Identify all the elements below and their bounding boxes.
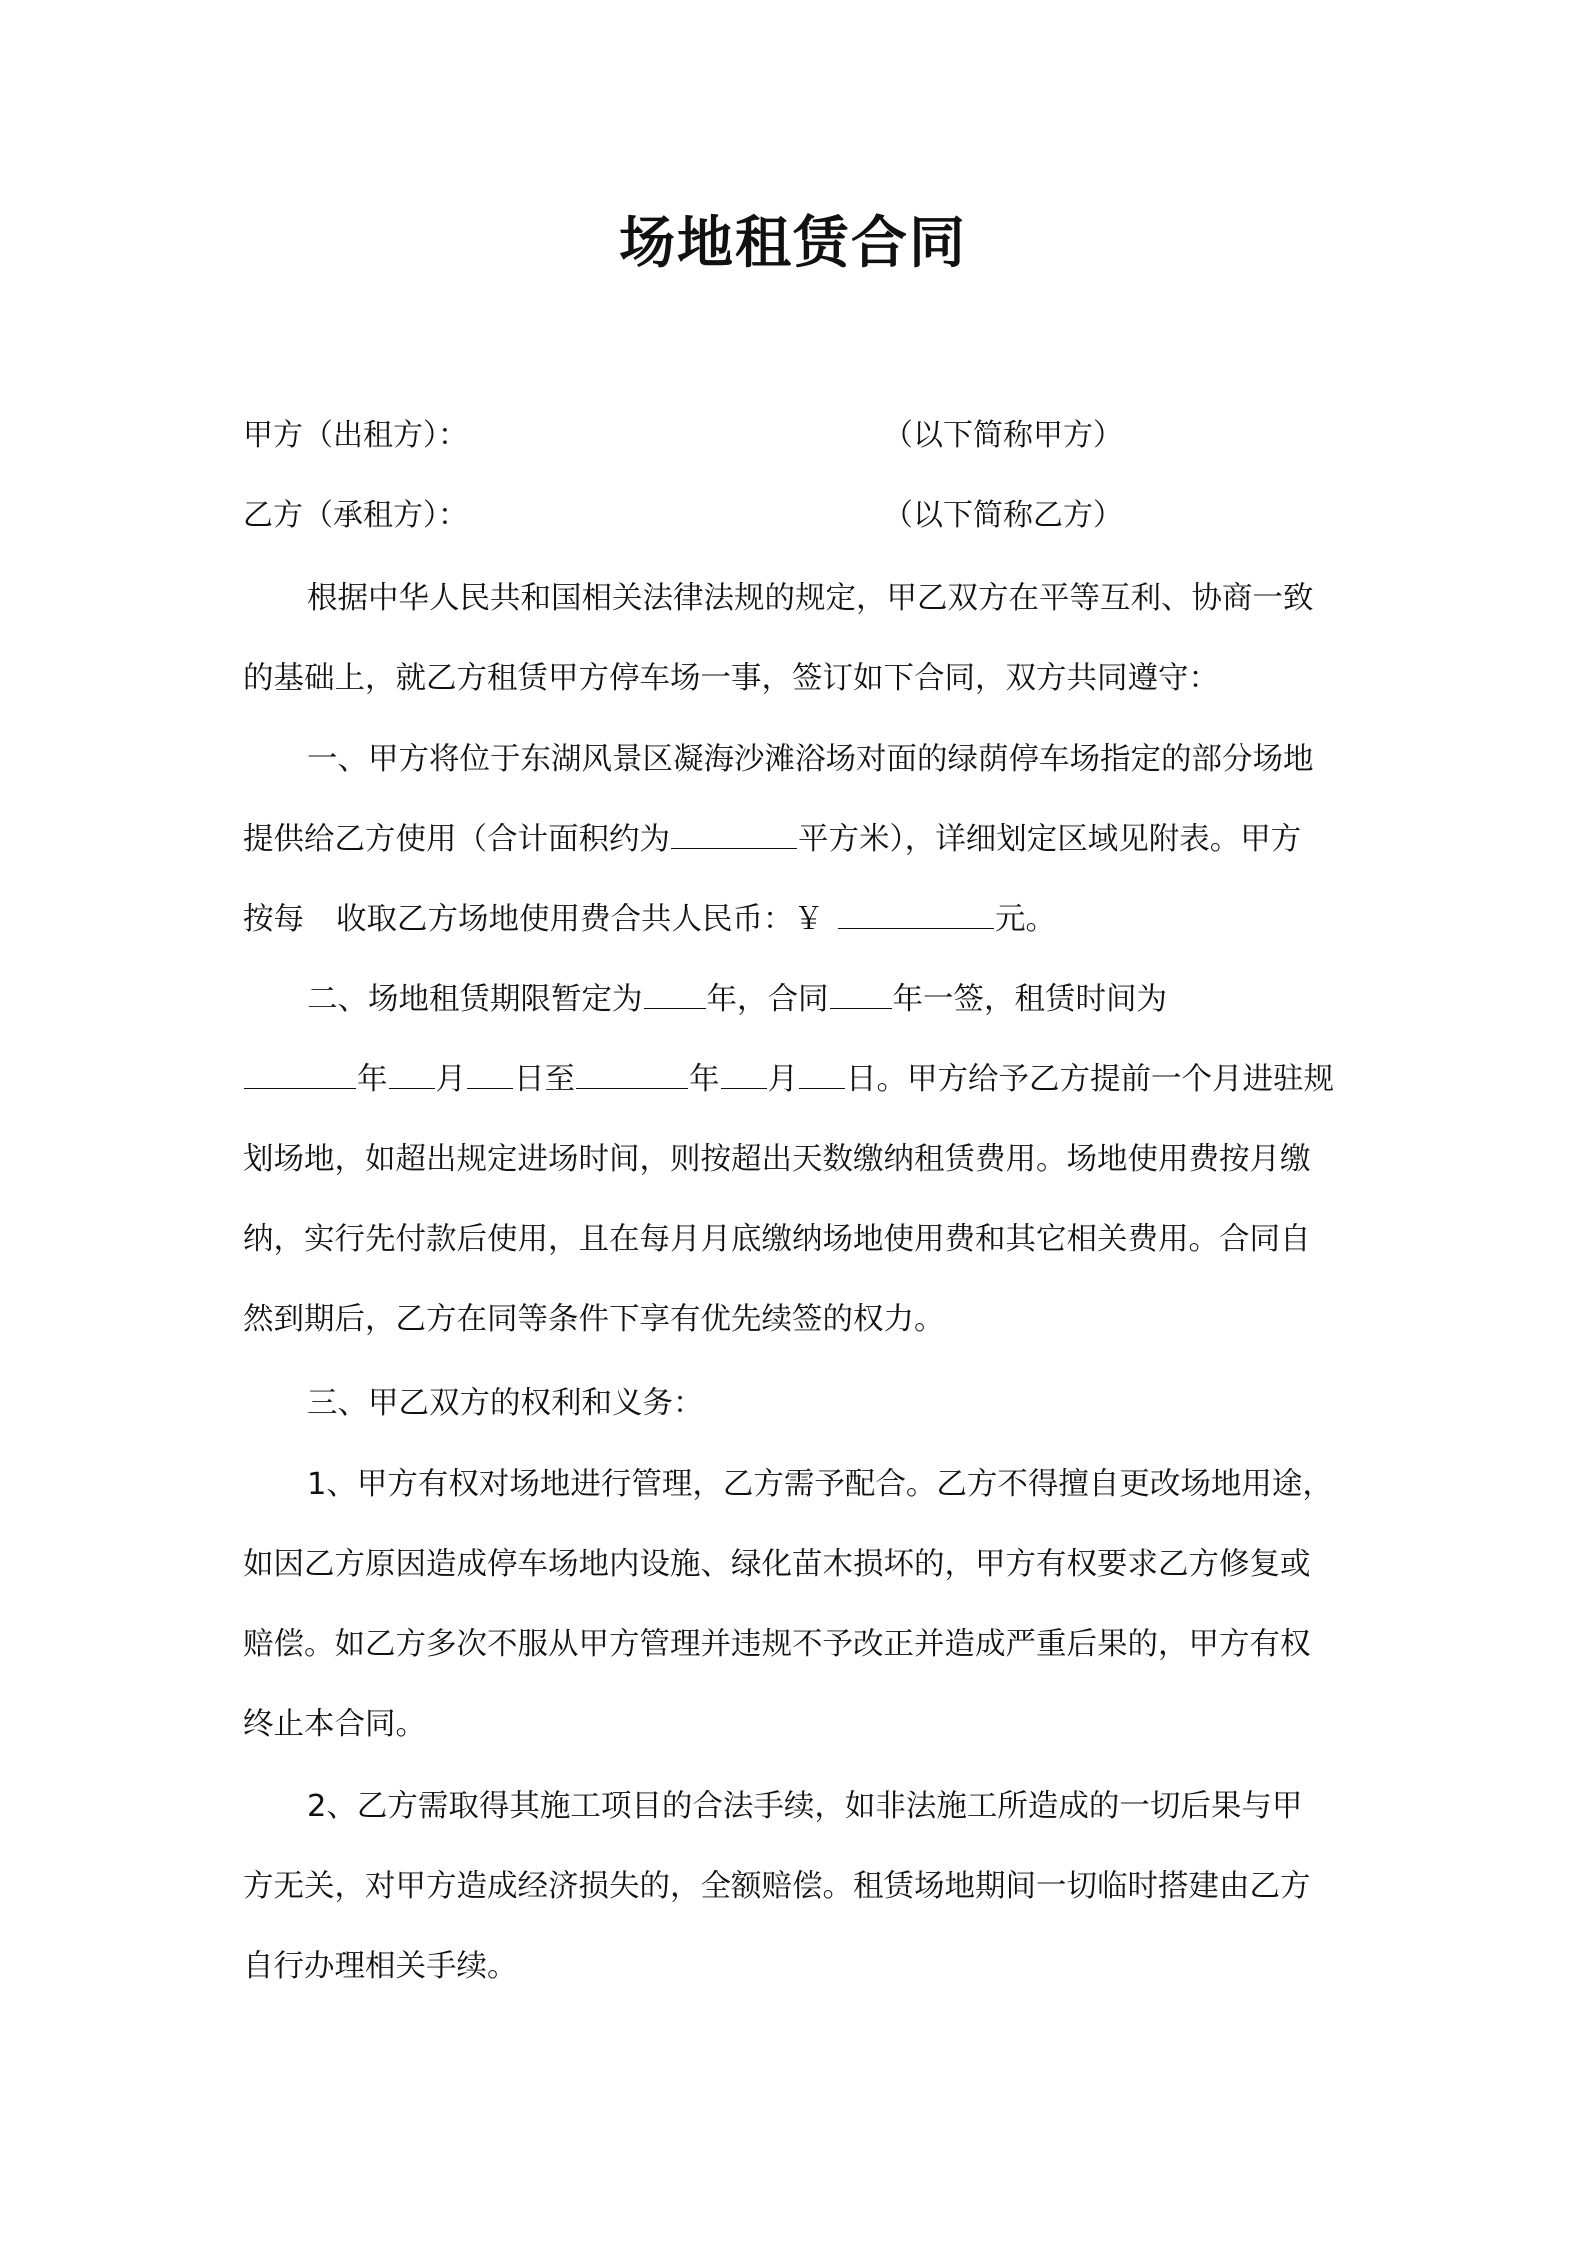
intro-paragraph bbox=[243, 559, 1353, 719]
clause-1-text: 提供给乙方使用（合计面积约为 bbox=[243, 822, 670, 857]
end-year-blank[interactable] bbox=[576, 1058, 688, 1089]
clause-2-term-line bbox=[243, 960, 1353, 1040]
clause-1-text: 平方米），详细划定区域见附表。甲方 bbox=[798, 822, 1302, 857]
item-1-line: 赔偿。如乙方多次不服从甲方管理并违规不予改正并造成严重后果的，甲方有权 bbox=[243, 1627, 1311, 1662]
clause-1-text: 元。 bbox=[995, 902, 1056, 937]
clause-2-text: 二、场地租赁期限暂定为 bbox=[307, 982, 643, 1017]
clause-2-text: 年，合同 bbox=[706, 982, 829, 1017]
renewal-years-blank[interactable] bbox=[830, 978, 892, 1009]
clause-2-date-line bbox=[243, 1040, 1353, 1120]
start-day-blank[interactable] bbox=[467, 1058, 513, 1089]
clause-2-text: 年一签，租赁时间为 bbox=[892, 982, 1167, 1017]
clause-1-line: 一、甲方将位于东湖风景区凝海沙滩浴场对面的绿荫停车场指定的部分场地 bbox=[307, 742, 1314, 777]
start-year-blank[interactable] bbox=[244, 1058, 356, 1089]
date-year-label: 年 bbox=[689, 1062, 720, 1097]
intro-line: 根据中华人民共和国相关法律法规的规定，甲乙双方在平等互利、协商一致 bbox=[307, 581, 1314, 616]
clause-2-line: 划场地，如超出规定进场时间，则按超出天数缴纳租赁费用。场地使用费按月缴 bbox=[243, 1142, 1311, 1177]
clause-1-fee-line bbox=[243, 880, 1353, 960]
clause-2-line: 然到期后，乙方在同等条件下享有优先续签的权力。 bbox=[243, 1302, 945, 1337]
date-day-to-label: 日至 bbox=[514, 1062, 575, 1097]
clause-2-line: 纳，实行先付款后使用，且在每月月底缴纳场地使用费和其它相关费用。合同自 bbox=[243, 1222, 1311, 1257]
item-1-line: 1、甲方有权对场地进行管理，乙方需予配合。乙方不得擅自更改场地用途， bbox=[307, 1467, 1333, 1502]
item-1-line: 如因乙方原因造成停车场地内设施、绿化苗木损坏的，甲方有权要求乙方修复或 bbox=[243, 1547, 1311, 1582]
clause-1-paragraph bbox=[243, 720, 1353, 960]
clause-3-heading-text: 三、甲乙双方的权利和义务： bbox=[307, 1386, 704, 1421]
clause-1-text: 收取乙方场地使用费合共人民币：￥ bbox=[336, 902, 824, 937]
area-blank[interactable] bbox=[671, 818, 797, 849]
party-b-abbreviation: （以下简称乙方） bbox=[883, 498, 1123, 533]
clause-2-text: 日。甲方给予乙方提前一个月进驻规 bbox=[846, 1062, 1334, 1097]
date-month-label: 月 bbox=[767, 1062, 798, 1097]
clause-1-area-line bbox=[243, 800, 1353, 880]
party-a-abbreviation: （以下简称甲方） bbox=[883, 418, 1123, 453]
party-b-label: 乙方（承租方）： bbox=[243, 498, 468, 533]
party-a-label: 甲方（出租方）： bbox=[243, 418, 468, 453]
clause-1-text: 按每 bbox=[243, 902, 304, 937]
end-day-blank[interactable] bbox=[799, 1058, 845, 1089]
clause-2-paragraph bbox=[243, 960, 1353, 1360]
item-1-line: 终止本合同。 bbox=[243, 1707, 426, 1742]
start-month-blank[interactable] bbox=[389, 1058, 435, 1089]
item-2-paragraph bbox=[243, 1767, 1353, 2007]
date-month-label: 月 bbox=[435, 1062, 466, 1097]
item-2-line: 2、乙方需取得其施工项目的合法手续，如非法施工所造成的一切后果与甲 bbox=[307, 1789, 1303, 1824]
intro-line: 的基础上，就乙方租赁甲方停车场一事，签订如下合同，双方共同遵守： bbox=[243, 661, 1219, 696]
item-1-paragraph bbox=[243, 1445, 1353, 1765]
page-title: 场地租赁合同 bbox=[619, 211, 967, 276]
item-2-line: 自行办理相关手续。 bbox=[243, 1949, 518, 1984]
clause-3-heading bbox=[243, 1364, 1353, 1444]
term-years-blank[interactable] bbox=[644, 978, 706, 1009]
item-2-line: 方无关，对甲方造成经济损失的，全额赔偿。租赁场地期间一切临时搭建由乙方 bbox=[243, 1869, 1311, 1904]
fee-amount-blank[interactable] bbox=[838, 898, 994, 929]
date-year-label: 年 bbox=[357, 1062, 388, 1097]
end-month-blank[interactable] bbox=[721, 1058, 767, 1089]
